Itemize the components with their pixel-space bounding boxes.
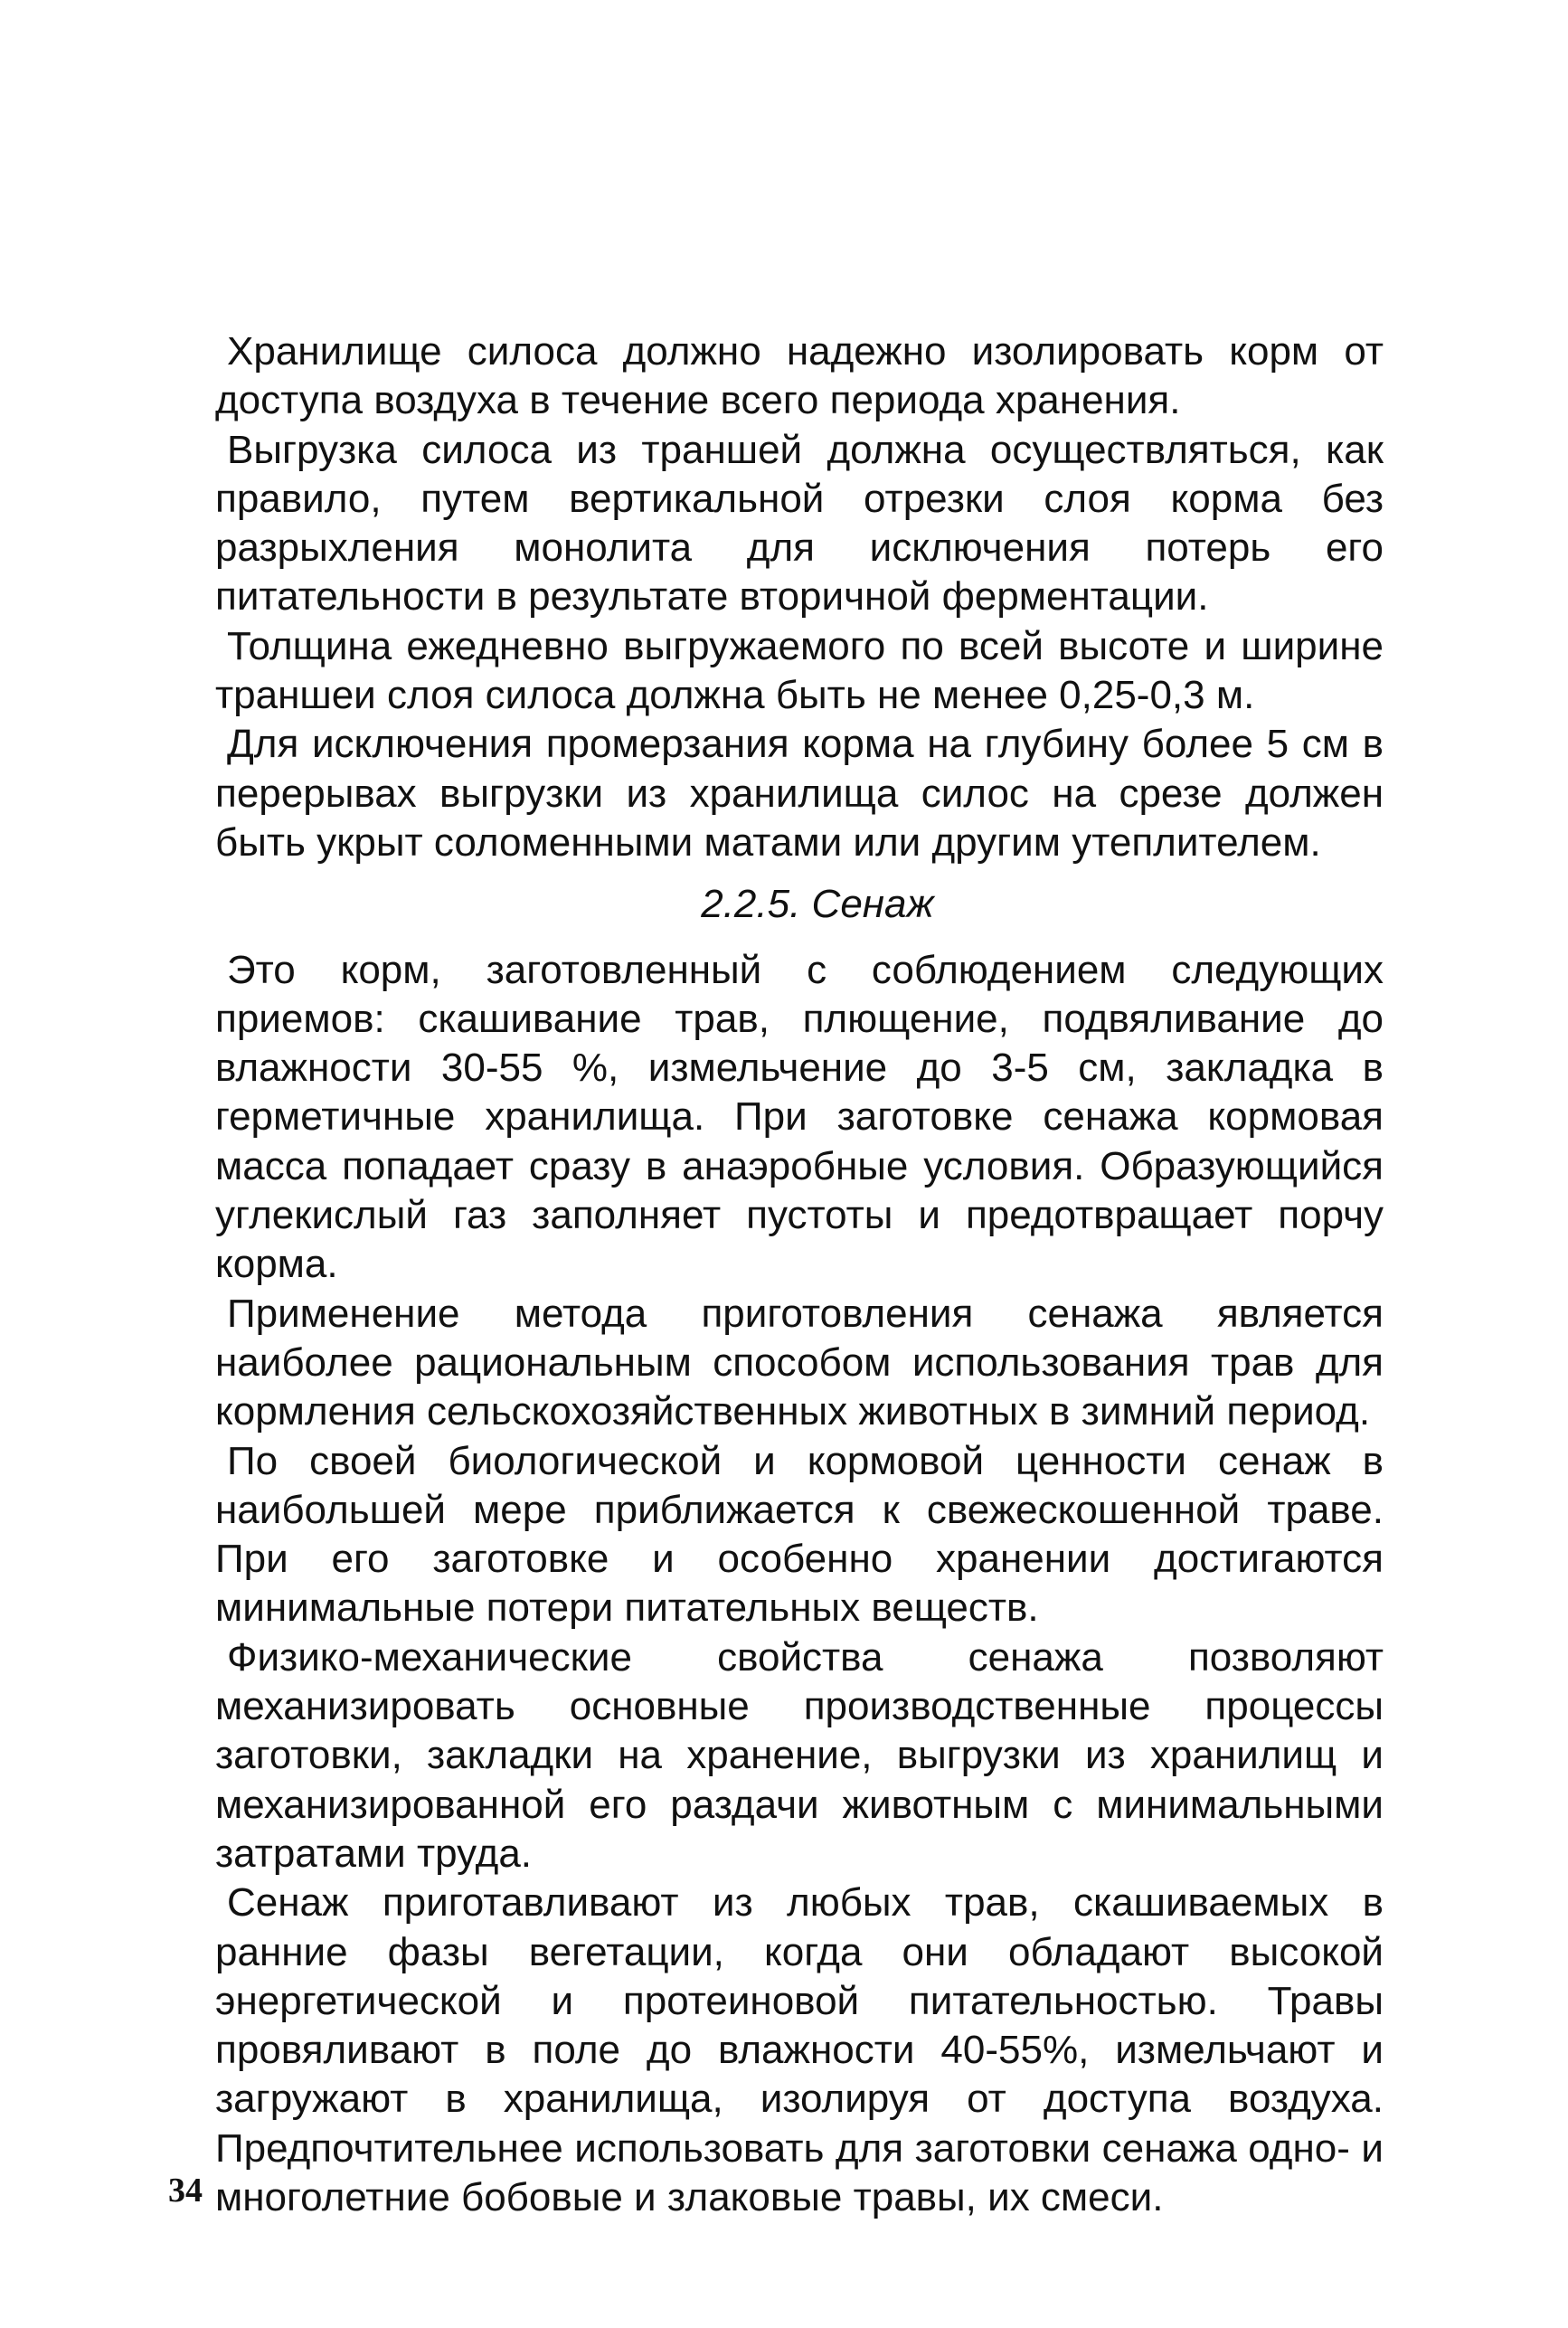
paragraph-unloading-method: Выгрузка силоса из траншей должна осуществляться, как правило, путем вертикальной отрезки слоя корма без разрыхления монолита для исключения потерь его питательности в результате вторичной ферментации. — [215, 427, 1384, 620]
paragraph-haylage-value: По своей биологической и кормовой ценности сенаж в наибольшей мере приближается к свежескошенной траве. При его заготовке и особенно хранении достигаются минимальные потери питательных веществ. — [215, 1438, 1384, 1631]
paragraph-storage-isolation: Хранилище силоса должно надежно изолировать корм от доступа воздуха в течение всего периода хранения. — [215, 329, 1384, 423]
page-number: 34 — [168, 2172, 203, 2210]
paragraph-haylage-mechanization: Физико-механические свойства сенажа позволяют механизировать основные производственные процессы заготовки, закладки на хранение, выгрузки из хранилищ и механизированной его раздачи животным с минимальными затратами труда. — [215, 1634, 1384, 1876]
paragraph-freezing-prevention: Для исключения промерзания корма на глубину более 5 см в перерывах выгрузки из хранилища силос на срезе должен быть укрыт соломенными матами или другим утеплителем. — [215, 722, 1384, 865]
section-heading: 2.2.5. Сенаж — [701, 882, 934, 927]
paragraph-haylage-definition: Это корм, заготовленный с соблюдением следующих приемов: скашивание трав, плющение, подвяливание до влажности 30-55 %, измельчение до 3-5 см, закладка в герметичные хранилища. При заготовке сенажа кормовая масса попадает сразу в анаэробные условия. Образующийся углекислый газ заполняет пустоты и предотвращает порчу корма. — [215, 947, 1384, 1287]
paragraph-haylage-rationality: Применение метода приготовления сенажа является наиболее рациональным способом использования трав для кормления сельскохозяйственных животных в зимний период. — [215, 1291, 1384, 1434]
paragraph-layer-thickness: Толщина ежедневно выгружаемого по всей высоте и ширине траншеи слоя силоса должна быть не менее 0,25-0,3 м. — [215, 623, 1384, 718]
body-text — [215, 327, 1384, 2222]
paragraph-haylage-preparation: Сенаж приготавливают из любых трав, скашиваемых в ранние фазы вегетации, когда они обладают высокой энергетической и протеиновой питательностью. Травы провяливают в поле до влажности 40-55%, измельчают и загружают в хранилища, изолируя от доступа воздуха. Предпочтительнее использовать для заготовки сенажа одно- и многолетние бобовые и злаковые травы, их смеси. — [215, 1880, 1384, 2219]
